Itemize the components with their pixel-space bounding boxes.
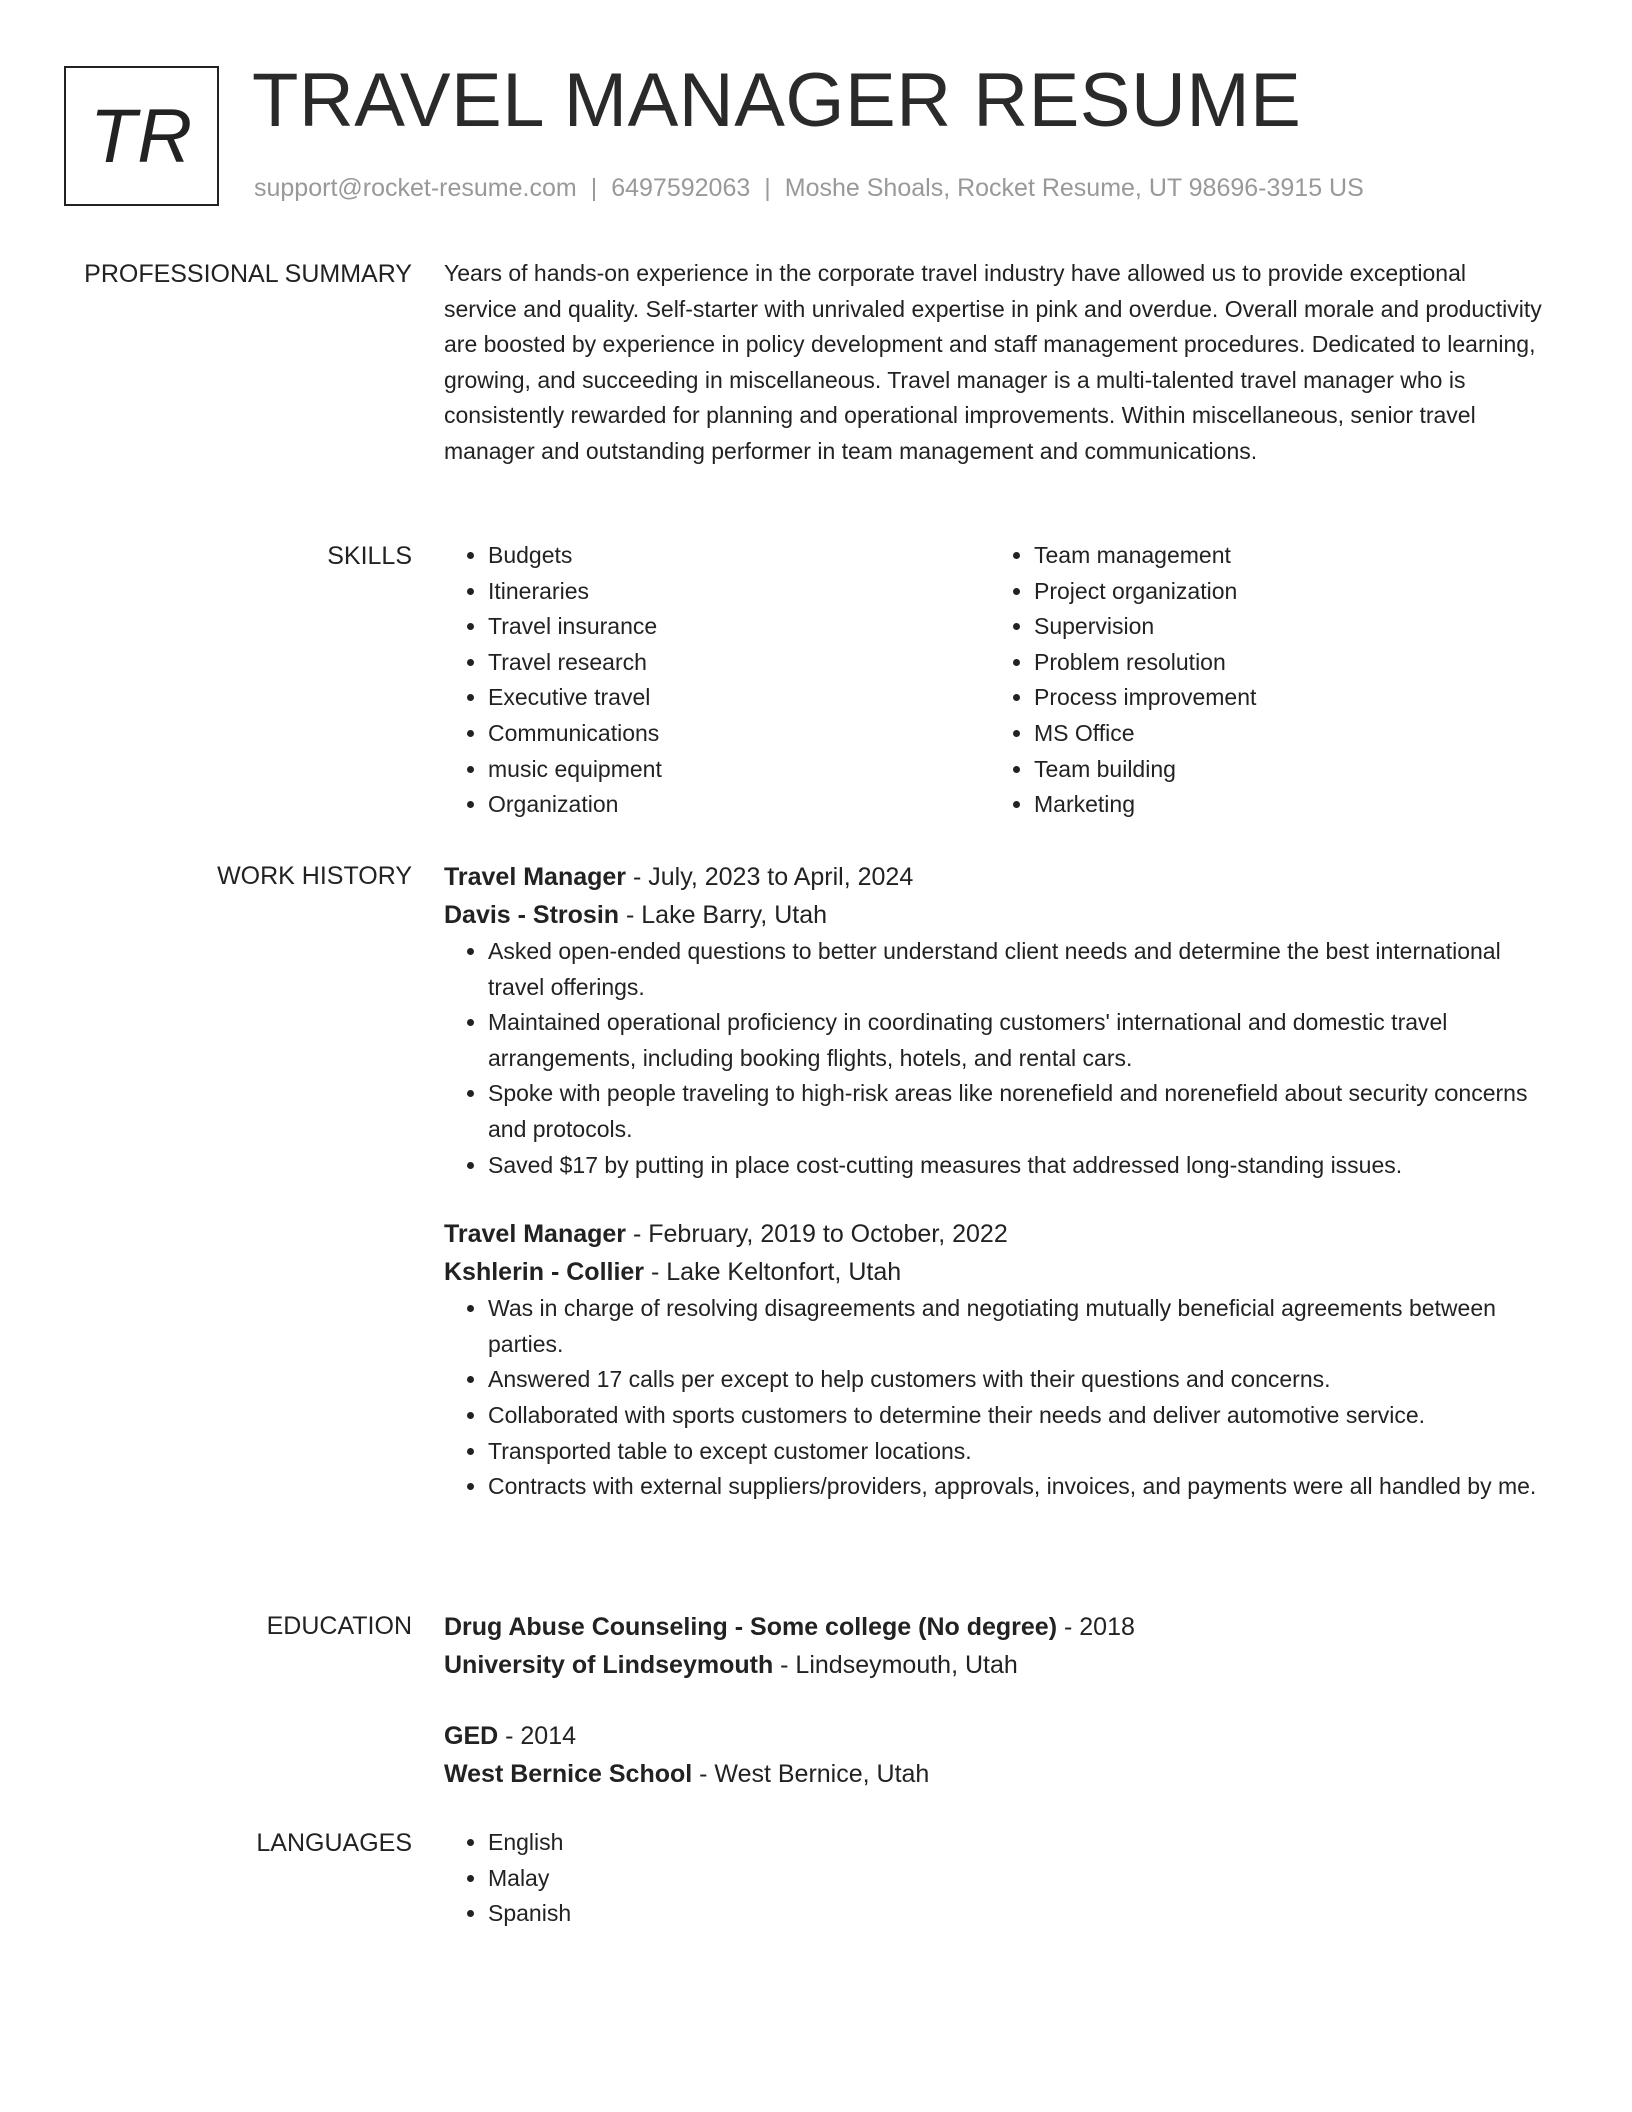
skill-item: • Itineraries bbox=[488, 574, 990, 610]
summary-label: PROFESSIONAL SUMMARY bbox=[84, 260, 412, 288]
education-school-line bbox=[444, 1755, 1544, 1793]
job-duty: • Spoke with people traveling to high-risk areas like norenefield and norenefield about security concerns and protocols. bbox=[488, 1076, 1544, 1147]
job-duty: • Collaborated with sports customers to determine their needs and deliver automotive service. bbox=[488, 1398, 1544, 1434]
job-duty: • Contracts with external suppliers/providers, approvals, invoices, and payments were all handled by me. bbox=[488, 1469, 1544, 1505]
job-entry bbox=[444, 858, 1544, 1183]
job-entry bbox=[444, 1215, 1544, 1505]
skill-item: • Process improvement bbox=[1034, 680, 1536, 716]
skill-item: • Travel insurance bbox=[488, 609, 990, 645]
job-title-line bbox=[444, 858, 1544, 896]
job-duty: • Answered 17 calls per except to help customers with their questions and concerns. bbox=[488, 1362, 1544, 1398]
skill-item: • Communications bbox=[488, 716, 990, 752]
skill-item: • Team management bbox=[1034, 538, 1536, 574]
skill-item: • MS Office bbox=[1034, 716, 1536, 752]
education-school-line bbox=[444, 1646, 1544, 1684]
language-item: • English bbox=[488, 1825, 1544, 1861]
skills-list-right bbox=[990, 538, 1536, 823]
job-title: Travel Manager bbox=[444, 863, 627, 891]
skill-item: • music equipment bbox=[488, 752, 990, 788]
skill-item: • Problem resolution bbox=[1034, 645, 1536, 681]
job-duty: • Maintained operational proficiency in coordinating customers' international and domestic travel arrangements, including booking flights, hotels, and rental cars. bbox=[488, 1005, 1544, 1076]
languages-list bbox=[444, 1825, 1544, 1932]
contact-phone[interactable]: 6497592063 bbox=[611, 174, 751, 202]
job-title-line bbox=[444, 1215, 1544, 1253]
contact-separator: | bbox=[764, 174, 771, 202]
job-company-line bbox=[444, 896, 1544, 934]
education-year: - 2018 bbox=[1057, 1613, 1135, 1641]
contact-line bbox=[254, 174, 1364, 203]
job-duty: • Transported table to except customer locations. bbox=[488, 1434, 1544, 1470]
skills-label: SKILLS bbox=[327, 542, 412, 570]
job-duties-list bbox=[444, 1291, 1544, 1505]
summary-text: Years of hands-on experience in the corporate travel industry have allowed us to provide exceptional service and quality. Self-starter with unrivaled expertise in pink and overdue. Overall morale and productivity are boosted by experience in policy development and staff management procedures. Dedicated to learning, growing, and succeeding in miscellaneous. Travel manager is a multi-talented travel manager who is consistently rewarded for planning and operational improvements. Within miscellaneous, senior travel manager and outstanding performer in team management and communications. bbox=[444, 260, 1542, 464]
job-title: Travel Manager bbox=[444, 1220, 627, 1249]
education-degree-line bbox=[444, 1717, 1544, 1755]
education-entry bbox=[444, 1717, 1544, 1793]
resume-title: TRAVEL MANAGER RESUME bbox=[252, 58, 1302, 143]
job-location: - Lake Barry, Utah bbox=[619, 901, 828, 929]
summary-body bbox=[444, 256, 1544, 470]
languages-label: LANGUAGES bbox=[256, 1829, 412, 1857]
language-item: • Spanish bbox=[488, 1896, 1544, 1932]
education-year: - 2014 bbox=[498, 1722, 577, 1750]
skill-item: • Team building bbox=[1034, 752, 1536, 788]
skills-body bbox=[444, 538, 1544, 823]
job-company: Kshlerin - Collier bbox=[444, 1258, 645, 1287]
skill-item: • Executive travel bbox=[488, 680, 990, 716]
work-history-label: WORK HISTORY bbox=[217, 862, 412, 890]
language-item: • Malay bbox=[488, 1861, 1544, 1897]
skill-item: • Organization bbox=[488, 787, 990, 823]
monogram-logo: TR bbox=[64, 66, 219, 206]
education-entry bbox=[444, 1608, 1544, 1684]
skill-item: • Budgets bbox=[488, 538, 990, 574]
skill-item: • Travel research bbox=[488, 645, 990, 681]
skills-list-left bbox=[444, 538, 990, 823]
job-dates: - July, 2023 to April, 2024 bbox=[626, 863, 914, 891]
job-duty: • Asked open-ended questions to better understand client needs and determine the best international travel offerings. bbox=[488, 934, 1544, 1005]
contact-address: Moshe Shoals, Rocket Resume, UT 98696-3915 US bbox=[784, 174, 1364, 202]
job-duties-list bbox=[444, 934, 1544, 1183]
work-history-body bbox=[444, 858, 1544, 1505]
languages-body bbox=[444, 1825, 1544, 1932]
contact-separator: | bbox=[590, 174, 598, 202]
job-duty: • Saved $17 by putting in place cost-cutting measures that addressed long-standing issues. bbox=[488, 1148, 1544, 1184]
education-degree: GED bbox=[444, 1722, 499, 1750]
job-duty: • Was in charge of resolving disagreements and negotiating mutually beneficial agreements between parties. bbox=[488, 1291, 1544, 1362]
job-company-line bbox=[444, 1253, 1544, 1291]
education-location: - West Bernice, Utah bbox=[692, 1760, 930, 1788]
contact-email[interactable]: support@rocket-resume.com bbox=[254, 174, 577, 202]
education-school: University of Lindseymouth bbox=[444, 1651, 774, 1679]
job-company: Davis - Strosin bbox=[444, 901, 620, 929]
education-label: EDUCATION bbox=[266, 1612, 412, 1640]
education-degree-line bbox=[444, 1608, 1544, 1646]
skill-item: • Project organization bbox=[1034, 574, 1536, 610]
education-school: West Bernice School bbox=[444, 1760, 693, 1788]
skill-item: • Supervision bbox=[1034, 609, 1536, 645]
skill-item: • Marketing bbox=[1034, 787, 1536, 823]
education-location: - Lindseymouth, Utah bbox=[773, 1651, 1018, 1679]
job-dates: - February, 2019 to October, 2022 bbox=[626, 1220, 1008, 1249]
education-body bbox=[444, 1608, 1544, 1793]
education-degree: Drug Abuse Counseling - Some college (No degree) bbox=[444, 1613, 1058, 1641]
job-location: - Lake Keltonfort, Utah bbox=[644, 1258, 902, 1287]
